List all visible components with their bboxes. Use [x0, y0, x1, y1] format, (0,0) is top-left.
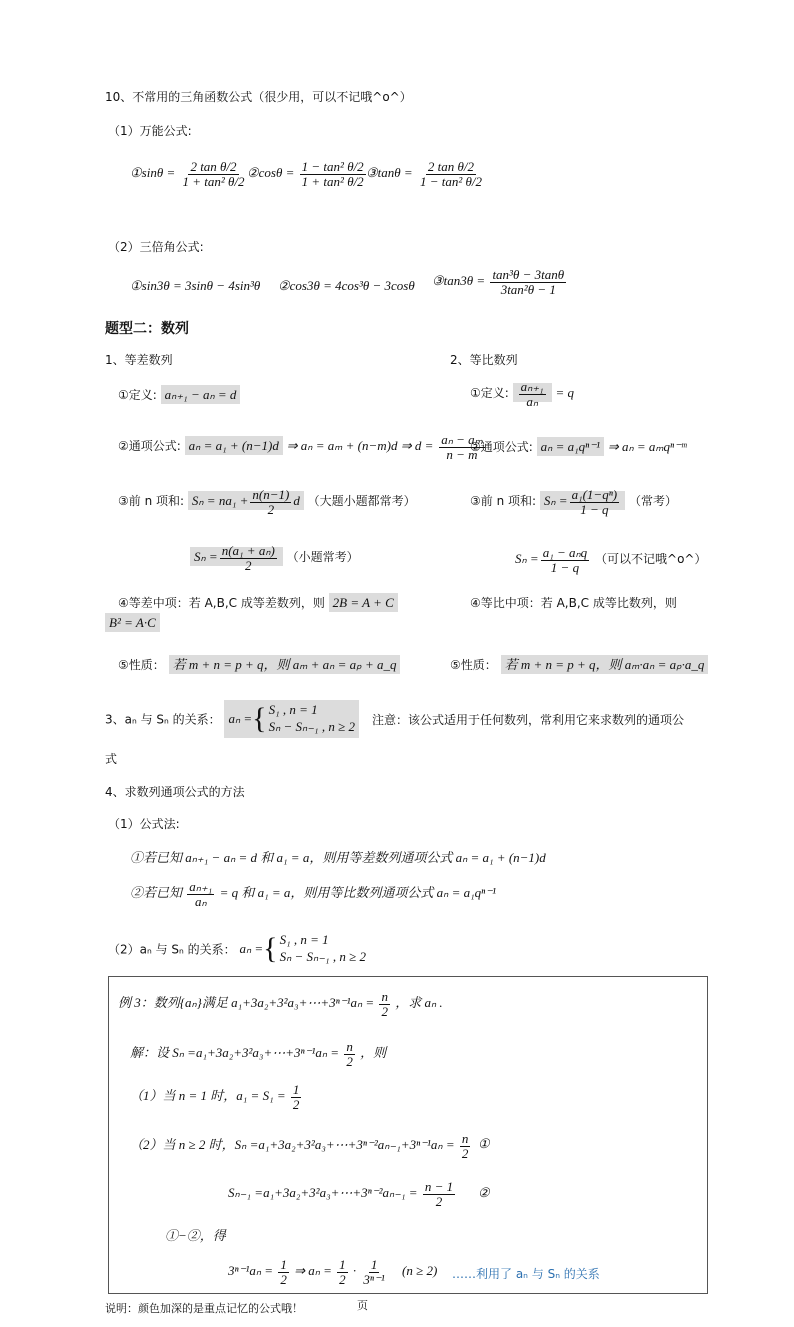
geometric-definition: ①定义: $\frac{\text{aₙ₊₁}}{\text{aₙ}}$ = q	[470, 379, 575, 409]
example-mark-1: ①	[478, 1136, 490, 1151]
geometric-sum-formula: ③前 n 项和: Sₙ = $\frac{\text{a₁(1−qⁿ)}}{1 - q}$ （常考）	[470, 487, 677, 517]
example-result: 3ⁿ⁻¹aₙ = $\frac{1}{2}$ ⇒ aₙ = $\frac{1}{2}$ · $\frac{1}{\text{3ⁿ⁻¹}}$ (n ≥ 2)	[228, 1257, 438, 1287]
example-case-1: （1）当 n = 1 时，a₁ = S₁ = $\frac{1}{2}$	[130, 1082, 300, 1112]
method-geometric-case: ②若已知 $\frac{\text{aₙ₊₁}}{\text{aₙ}}$ = q 和 a₁ = a，则用等比数列通项公式 aₙ = a₁qⁿ⁻¹	[130, 879, 496, 909]
triple-cos-formula: ②cos3θ = 4cos³θ − 3cosθ	[278, 278, 415, 293]
arithmetic-middle-term: ④等差中项：若 A,B,C 成等差数列，则 2B = A + C	[118, 594, 398, 611]
geometric-general-term: ②通项公式: aₙ = a₁qⁿ⁻¹ ⇒ aₙ = aₘqⁿ⁻ᵐ	[470, 439, 687, 454]
example-case-2-shifted: Sₙ₋₁ =a₁+3a₂+3²a₃+⋯+3ⁿ⁻²aₙ₋₁ = $\frac{n - 1}{2}$	[228, 1179, 454, 1209]
arithmetic-title: 1、等差数列	[105, 353, 173, 367]
geometric-sum-formula-2: Sₙ = $\frac{\text{a₁ − aₙq}}{1 - q}$ （可以不记哦^o^）	[515, 545, 707, 575]
example-case-2: （2）当 n ≥ 2 时，Sₙ =a₁+3a₂+3²a₃+⋯+3ⁿ⁻²aₙ₋₁+3ⁿ⁻¹aₙ = $\frac{n}{2}$	[130, 1131, 469, 1161]
example-mark-2: ②	[478, 1185, 490, 1200]
universal-sin-formula: ①sinθ = $\frac{\text{2 tan θ/2}}{\text{1 + tan² θ/2}}$	[130, 159, 245, 189]
example-result-note: ……利用了 aₙ 与 Sₙ 的关系	[452, 1267, 600, 1281]
method-relation: （2）aₙ 与 Sₙ 的关系： aₙ = { S₁ , n = 1 Sₙ − Sₙ₋₁ , n ≥ 2	[108, 931, 366, 965]
triple-angle-label: （2）三倍角公式:	[108, 240, 204, 254]
method-title: 4、求数列通项公式的方法	[105, 785, 245, 799]
triple-tan-formula: ③tan3θ = $\frac{\text{tan³θ − 3tanθ}}{\text{3tan²θ − 1}}$	[432, 267, 565, 297]
arithmetic-sum-formula: ③前 n 项和: Sₙ = na₁ + $\frac{n(n-1)}{2}$ d （大题小题都常考）	[118, 487, 416, 517]
footer-note: 说明：颜色加深的是重点记忆的公式哦！	[105, 1302, 303, 1315]
example-subtract-step: ①−②，得	[165, 1228, 226, 1243]
arithmetic-general-term: ②通项公式: aₙ = a₁ + (n−1)d ⇒ aₙ = aₘ + (n−m)d ⇒ d = $\frac{\text{aₙ − aₘ}}{n - m}$	[118, 432, 483, 462]
geometric-title: 2、等比数列	[450, 353, 518, 367]
example-question: 例 3：数列{aₙ}满足 a₁+3a₂+3²a₃+⋯+3ⁿ⁻¹aₙ = $\frac{n}{2}$ ，求 aₙ .	[118, 989, 443, 1019]
geometric-property: ⑤性质： 若 m + n = p + q，则 aₘ·aₙ = aₚ·a_q	[450, 654, 708, 673]
geometric-middle-term-formula: B² = A·C	[105, 615, 160, 631]
method-formula-label: （1）公式法:	[108, 817, 180, 831]
arithmetic-sum-formula-2: Sₙ = $\frac{\text{n(a₁ + aₙ)}}{2}$ （小题常考）	[190, 544, 359, 572]
example-solution-setup: 解：设 Sₙ =a₁+3a₂+3²a₃+⋯+3ⁿ⁻¹aₙ = $\frac{n}{2}$ ，则	[130, 1039, 387, 1069]
page-label: 页	[357, 1299, 368, 1312]
universal-tan-formula: ③tanθ = $\frac{\text{2 tan θ/2}}{\text{1 − tan² θ/2}}$	[366, 159, 482, 189]
triple-sin-formula: ①sin3θ = 3sinθ − 4sin³θ	[130, 278, 261, 293]
relation-note: 注意：该公式适用于任何数列，常利用它来求数列的通项公	[372, 713, 685, 727]
relation-note-cont: 式	[105, 752, 118, 766]
arithmetic-definition: ①定义: aₙ₊₁ − aₙ = d	[118, 386, 240, 403]
method-arithmetic-case: ①若已知 aₙ₊₁ − aₙ = d 和 a₁ = a，则用等差数列通项公式 aₙ = a₁ + (n−1)d	[130, 850, 546, 865]
an-sn-relation: 3、aₙ 与 Sₙ 的关系： aₙ = { S₁ , n = 1 Sₙ − Sₙ₋₁ , n ≥ 2	[105, 700, 359, 738]
arithmetic-property: ⑤性质： 若 m + n = p + q，则 aₘ + aₙ = aₚ + a_q	[118, 654, 400, 673]
section-10-title: 10、不常用的三角函数公式（很少用，可以不记哦^o^）	[105, 90, 412, 104]
universal-cos-formula: ②cosθ = $\frac{\text{1 − tan² θ/2}}{\text{1 + tan² θ/2}}$	[247, 159, 364, 189]
universal-formula-label: （1）万能公式:	[108, 124, 192, 138]
section-heading-sequences: 题型二：数列	[105, 321, 189, 337]
geometric-middle-term: ④等比中项：若 A,B,C 成等比数列，则	[470, 596, 677, 610]
